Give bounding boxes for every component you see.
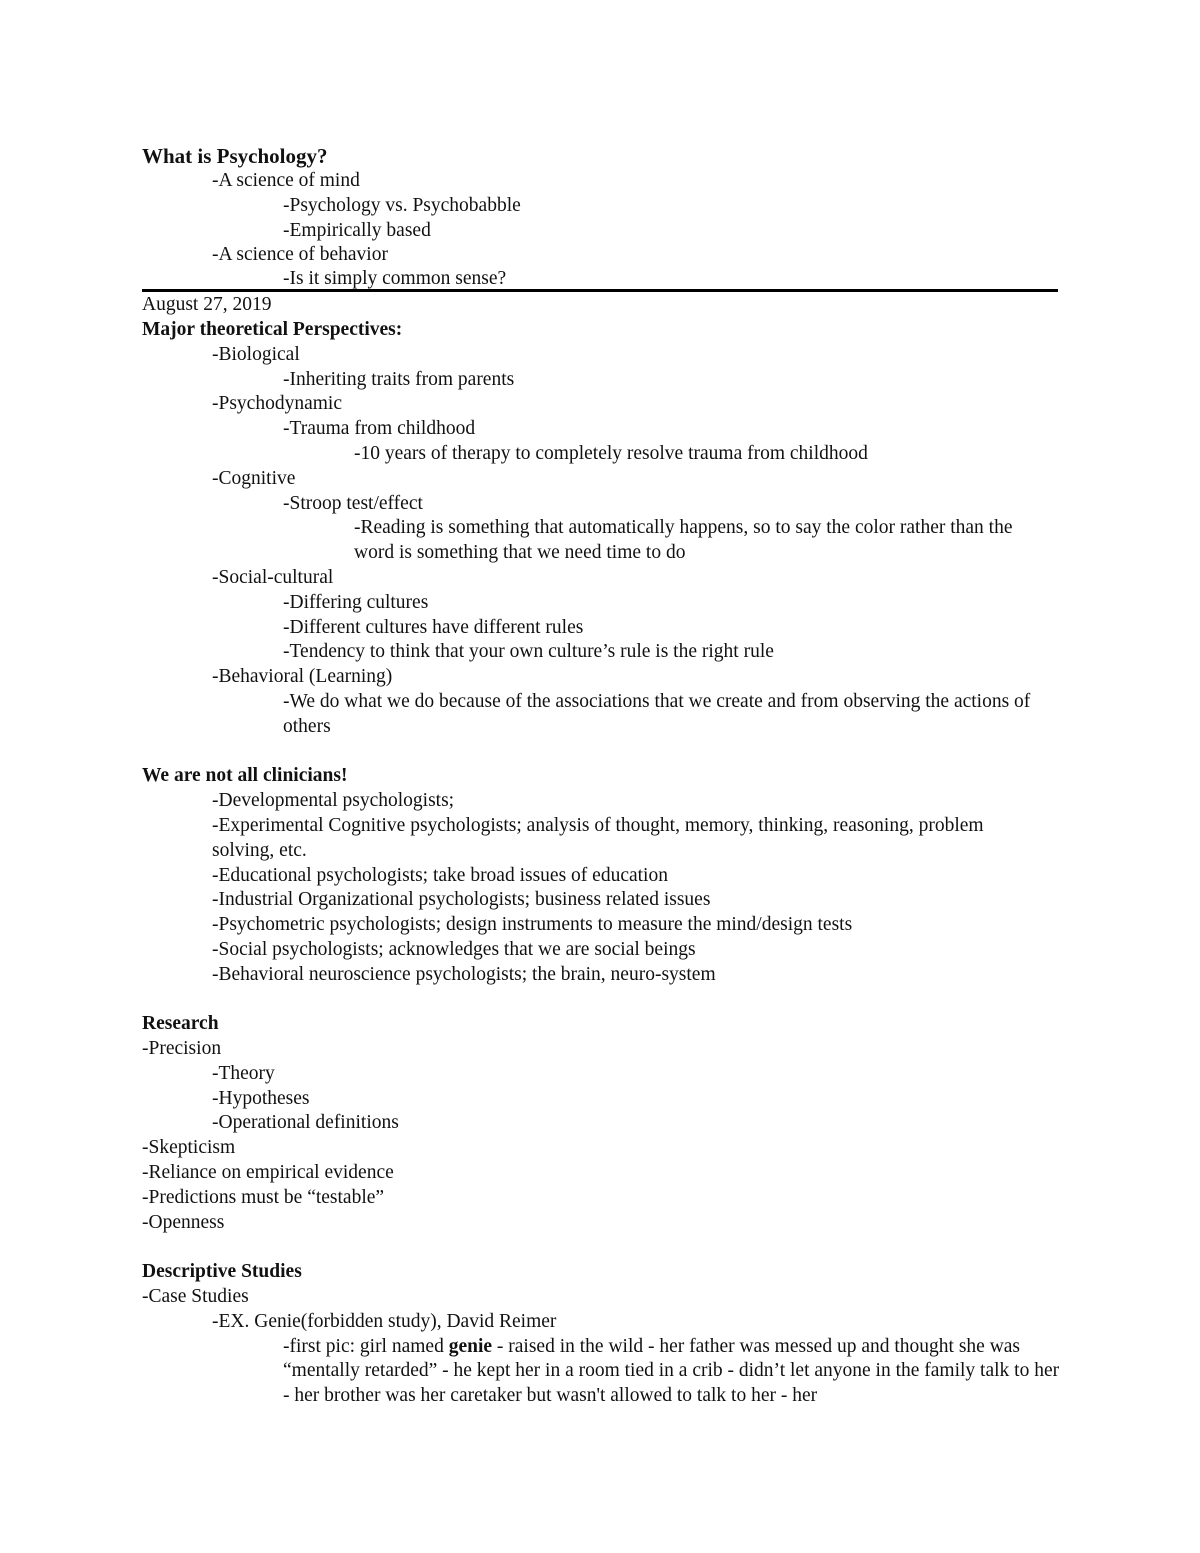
- list-item: -Trauma from childhood: [283, 418, 476, 440]
- list-item: -Psychometric psychologists; design instruments to measure the mind/design tests: [212, 914, 853, 936]
- list-item: -Stroop test/effect: [283, 492, 423, 514]
- list-item: -Reliance on empirical evidence: [142, 1162, 394, 1184]
- list-item: -Behavioral neuroscience psychologists; the brain, neuro-system: [212, 963, 716, 985]
- list-item: -Is it simply common sense?: [283, 268, 507, 290]
- list-item: -A science of mind: [212, 170, 360, 191]
- list-item: -Behavioral (Learning): [212, 666, 393, 688]
- list-item-text: - raised in the wild - her father was messed up and thought she was “mentally retarded” - he kept her in a room tied in a crib - didn’t let anyone in the family talk to her - her brother was her caretaker but wasn't allowed to talk to her - her: [283, 1335, 1060, 1407]
- heading-not-all-clinicians: We are not all clinicians!: [142, 765, 348, 787]
- list-item: -Predictions must be “testable”: [142, 1186, 385, 1208]
- heading-descriptive-studies: Descriptive Studies: [142, 1261, 302, 1283]
- list-item: -Developmental psychologists;: [212, 790, 455, 812]
- date-line: August 27, 2019: [142, 294, 272, 316]
- heading-major-perspectives: Major theoretical Perspectives:: [142, 318, 403, 340]
- list-item: -Empirically based: [283, 219, 431, 241]
- document-page: [142, 143, 1062, 1409]
- list-item: -Theory: [212, 1062, 275, 1084]
- horizontal-rule: [142, 289, 1058, 292]
- list-item-text: -first pic: girl named: [283, 1335, 449, 1357]
- list-item: [142, 814, 1002, 864]
- list-item: -Hypotheses: [212, 1087, 310, 1109]
- list-item: -Cognitive: [212, 467, 296, 489]
- list-item: [142, 516, 1054, 566]
- list-item: -10 years of therapy to completely resolve trauma from childhood: [354, 442, 868, 464]
- list-item-text: -We do what we do because of the associations that we create and from observing the actions of others: [283, 690, 1031, 737]
- list-item: [142, 690, 1043, 740]
- list-item: -Social psychologists; acknowledges that we are social beings: [212, 938, 696, 960]
- list-item: -Social-cultural: [212, 566, 334, 588]
- heading-research: Research: [142, 1013, 219, 1035]
- list-item: -Openness: [142, 1211, 225, 1233]
- list-item: -A science of behavior: [212, 244, 388, 266]
- list-item-text: -Experimental Cognitive psychologists; analysis of thought, memory, thinking, reasoning, problem solving, etc.: [212, 814, 984, 861]
- list-item-text: -Reading is something that automatically happens, so to say the color rather than the word is something that we need time to do: [354, 517, 1013, 564]
- spacer: [142, 740, 1062, 765]
- list-item: -Differing cultures: [283, 591, 429, 613]
- list-item: -Industrial Organizational psychologists; business related issues: [212, 889, 711, 911]
- list-item: [142, 1335, 1063, 1409]
- list-item: -Biological: [212, 343, 300, 365]
- spacer: [142, 988, 1062, 1013]
- list-item: -Inheriting traits from parents: [283, 368, 515, 390]
- bold-term-genie: genie: [448, 1335, 493, 1357]
- list-item: -Educational psychologists; take broad issues of education: [212, 864, 668, 886]
- list-item: -Skepticism: [142, 1137, 236, 1159]
- heading-what-is-psychology: What is Psychology?: [142, 144, 328, 168]
- list-item: -Psychology vs. Psychobabble: [283, 194, 521, 216]
- list-item: -Different cultures have different rules: [283, 616, 584, 638]
- list-item: -Case Studies: [142, 1286, 249, 1308]
- spacer: [142, 1235, 1062, 1260]
- list-item: -EX. Genie(forbidden study), David Reimer: [212, 1310, 557, 1332]
- list-item: -Operational definitions: [212, 1112, 399, 1134]
- list-item: -Precision: [142, 1038, 222, 1060]
- list-item: -Psychodynamic: [212, 393, 342, 415]
- list-item: -Tendency to think that your own culture’s rule is the right rule: [283, 641, 774, 663]
